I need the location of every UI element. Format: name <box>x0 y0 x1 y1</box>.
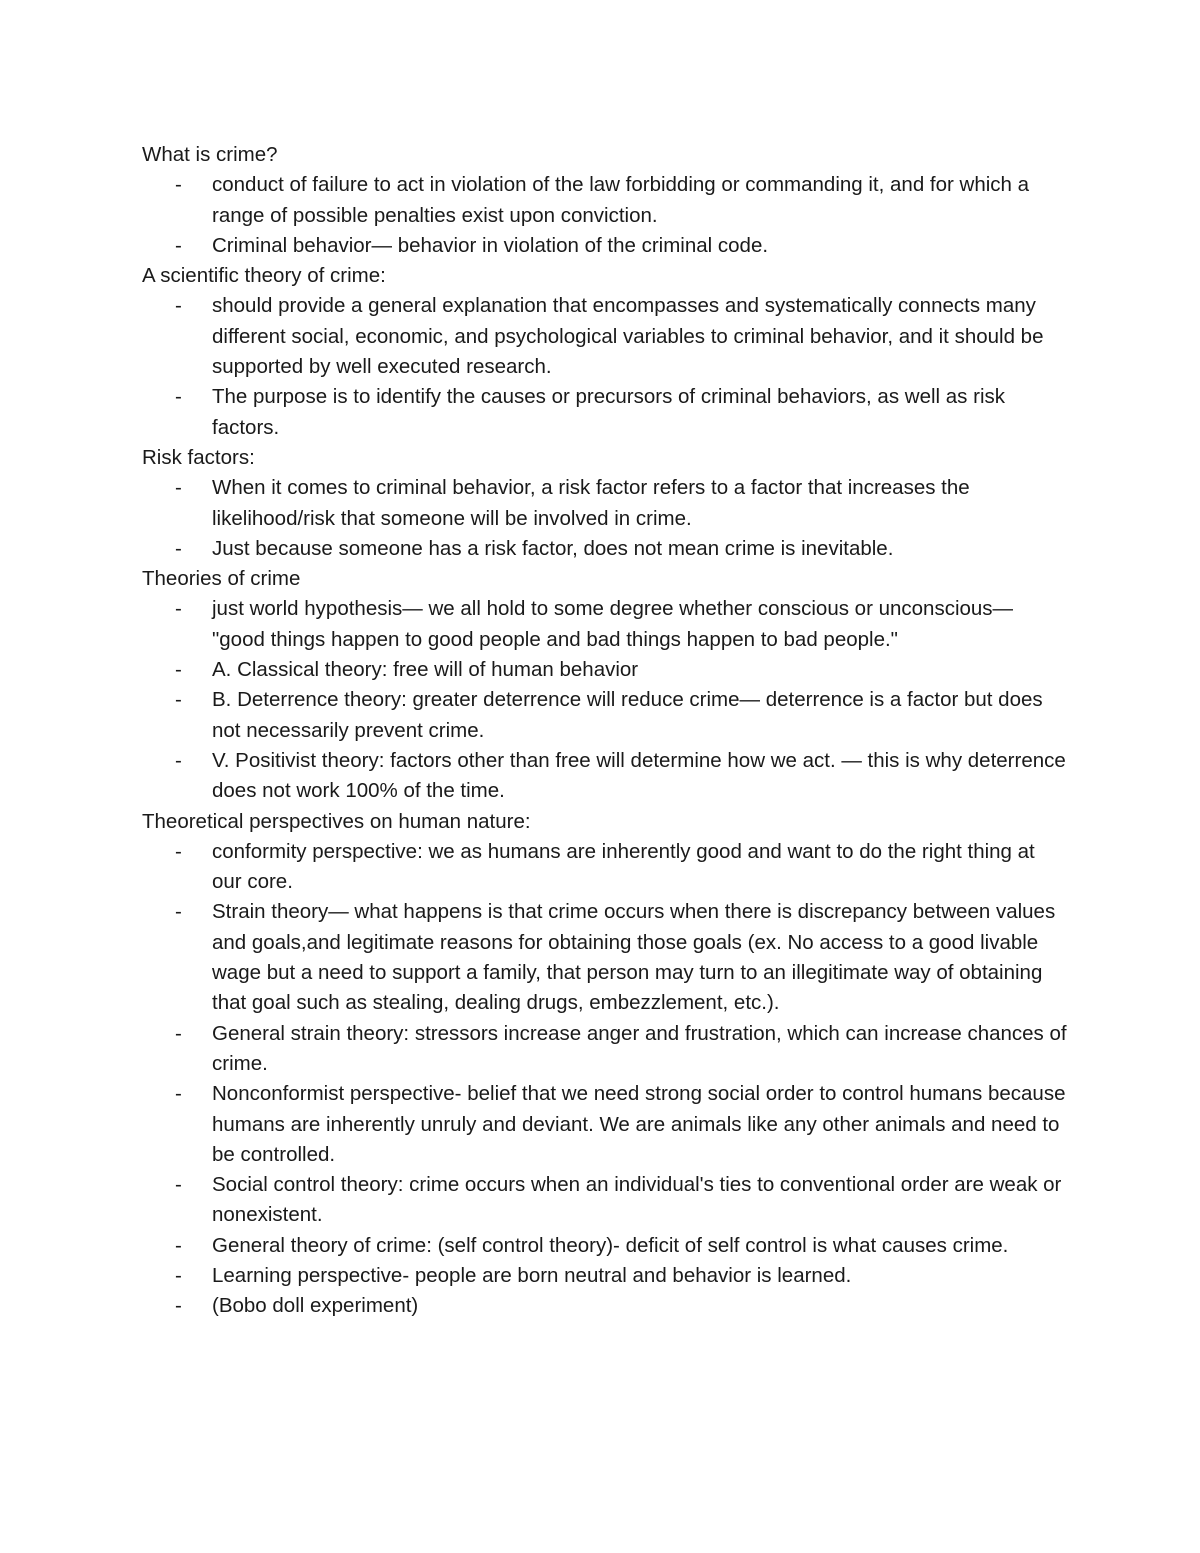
dash-bullet: - <box>175 900 182 924</box>
list-item-text: A. Classical theory: free will of human behavior <box>212 658 639 682</box>
dash-bullet: - <box>175 839 182 863</box>
dash-bullet: - <box>175 597 182 621</box>
list-item-text: (Bobo doll experiment) <box>212 1294 419 1318</box>
section-heading: Risk factors: <box>142 445 255 469</box>
document-page <box>142 140 1072 1322</box>
list-item-text: conduct of failure to act in violation of the law forbidding or commanding it, and for which a range of possible penalties exist upon conviction. <box>212 173 1030 227</box>
list-item-text: B. Deterrence theory: greater deterrence will reduce crime— deterrence is a factor but does not necessarily prevent crime. <box>212 688 1043 742</box>
list-item-text: General theory of crime: (self control theory)- deficit of self control is what causes crime. <box>212 1233 1009 1257</box>
list-item <box>142 1261 1067 1291</box>
section-heading: Theories of crime <box>142 567 301 591</box>
dash-bullet: - <box>175 1263 182 1287</box>
list-item-text: Strain theory— what happens is that crime occurs when there is discrepancy between values and goals,and legitimate reasons for obtaining those goals (ex. No access to a good livable wage but a need to support a family, that person may turn to an illegitimate way of obtaining that goal such as stealing, dealing drugs, embezzlement, etc.). <box>212 900 1056 1015</box>
list-item <box>142 1291 1067 1321</box>
dash-bullet: - <box>175 536 182 560</box>
dash-bullet: - <box>175 1233 182 1257</box>
dash-bullet: - <box>175 385 182 409</box>
dash-bullet: - <box>175 476 182 500</box>
list-item <box>142 897 1067 1018</box>
list-item-text: When it comes to criminal behavior, a risk factor refers to a factor that increases the likelihood/risk that someone will be involved in crime. <box>212 476 970 530</box>
list-item <box>142 291 1067 382</box>
section-heading: What is crime? <box>142 143 278 166</box>
section-theories-of-crime <box>142 564 1072 806</box>
list-item <box>142 837 1067 898</box>
section-what-is-crime <box>142 140 1072 261</box>
list-item-text: The purpose is to identify the causes or precursors of criminal behaviors, as well as risk factors. <box>212 385 1006 439</box>
list-item <box>142 1170 1067 1231</box>
list-item <box>142 534 1067 564</box>
list-item-text: conformity perspective: we as humans are inherently good and want to do the right thing at our core. <box>212 839 1035 894</box>
bullet-list <box>142 170 1072 261</box>
list-item-text: Just because someone has a risk factor, does not mean crime is inevitable. <box>212 536 894 560</box>
list-item <box>142 685 1067 746</box>
list-item <box>142 746 1067 807</box>
list-item <box>142 594 1067 655</box>
section-risk-factors <box>142 443 1072 564</box>
list-item <box>142 655 1067 685</box>
dash-bullet: - <box>175 233 182 257</box>
dash-bullet: - <box>175 1021 182 1045</box>
dash-bullet: - <box>175 173 182 197</box>
bullet-list <box>142 837 1072 1322</box>
section-human-nature <box>142 807 1072 1322</box>
list-item <box>142 170 1067 231</box>
list-item-text: should provide a general explanation that encompasses and systematically connects many different social, economic, and psychological variables to criminal behavior, and it should be supported by well executed research. <box>212 294 1044 379</box>
bullet-list <box>142 473 1072 564</box>
dash-bullet: - <box>175 748 182 772</box>
bullet-list <box>142 594 1072 806</box>
list-item-text: General strain theory: stressors increase anger and frustration, which can increase chances of crime. <box>212 1021 1067 1075</box>
list-item <box>142 231 1067 261</box>
section-heading: A scientific theory of crime: <box>142 264 386 288</box>
list-item <box>142 473 1067 534</box>
dash-bullet: - <box>175 1082 182 1106</box>
list-item-text: Learning perspective- people are born neutral and behavior is learned. <box>212 1263 852 1287</box>
list-item-text: just world hypothesis— we all hold to some degree whether conscious or unconscious— "good things happen to good people and bad things happen to bad people." <box>212 597 1014 651</box>
dash-bullet: - <box>175 688 182 712</box>
section-heading: Theoretical perspectives on human nature: <box>142 809 531 833</box>
list-item-text: Social control theory: crime occurs when an individual's ties to conventional order are weak or nonexistent. <box>212 1173 1062 1227</box>
dash-bullet: - <box>175 1294 182 1318</box>
list-item <box>142 1079 1067 1170</box>
bullet-list <box>142 291 1072 442</box>
list-item-text: Nonconformist perspective- belief that we need strong social order to control humans because humans are inherently unruly and deviant. We are animals like any other animals and need to be controlled. <box>212 1082 1066 1166</box>
dash-bullet: - <box>175 1173 182 1197</box>
section-scientific-theory <box>142 261 1072 443</box>
list-item <box>142 1019 1067 1080</box>
list-item <box>142 1231 1067 1261</box>
dash-bullet: - <box>175 294 182 318</box>
list-item <box>142 382 1067 443</box>
list-item-text: V. Positivist theory: factors other than free will determine how we act. — this is why deterrence does not work 100% of the time. <box>212 748 1066 803</box>
dash-bullet: - <box>175 658 182 682</box>
list-item-text: Criminal behavior— behavior in violation of the criminal code. <box>212 233 769 257</box>
